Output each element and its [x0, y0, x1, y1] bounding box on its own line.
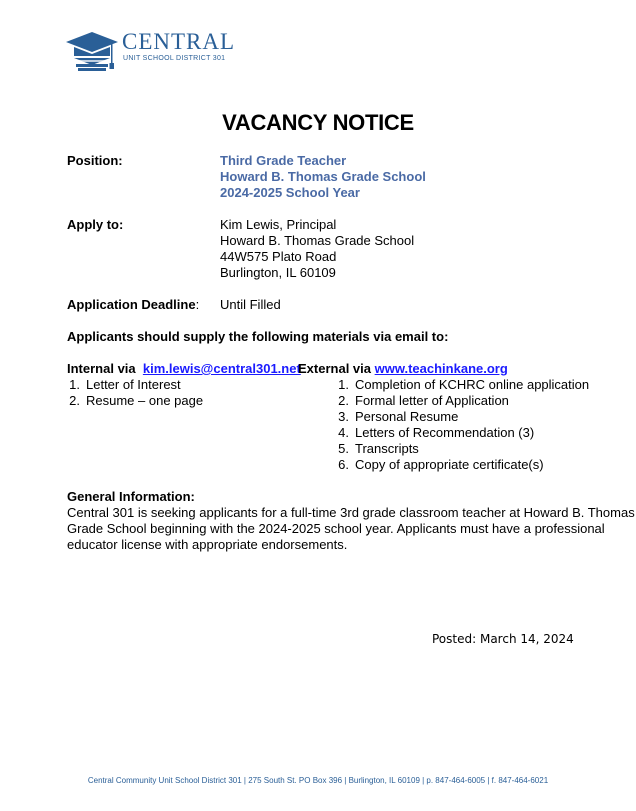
district-logo	[64, 28, 234, 76]
apply-to-line-1: Kim Lewis, Principal	[220, 217, 337, 232]
posted-date: Posted: March 14, 2024	[432, 632, 574, 646]
position-line-1: Third Grade Teacher	[220, 153, 347, 168]
external-item	[331, 425, 534, 441]
external-item-text: Transcripts	[355, 441, 419, 456]
deadline-colon: :	[195, 297, 200, 312]
general-heading: General Information:	[67, 489, 195, 504]
general-line: Central 301 is seeking applicants for a full-time 3rd grade classroom teacher at Howard B. Thomas	[67, 505, 635, 520]
external-item	[331, 441, 419, 457]
internal-item	[62, 393, 203, 409]
external-item-num: 3.	[338, 409, 349, 424]
external-item-num: 1.	[338, 377, 349, 392]
internal-item-num: 2.	[69, 393, 80, 408]
internal-row	[67, 361, 301, 377]
external-item	[331, 457, 544, 473]
external-item	[331, 393, 509, 409]
footer-address: Central Community Unit School District 301 | 275 South St. PO Box 396 | Burlington, IL 60109 | p. 847-464-6005 | f. 847-464-6021	[87, 776, 549, 785]
internal-item-num: 1.	[69, 377, 80, 392]
deadline-label-row	[67, 297, 199, 313]
apply-to-line-4: Burlington, IL 60109	[220, 265, 336, 280]
deadline-label: Application Deadline	[67, 297, 196, 312]
internal-item-text: Letter of Interest	[86, 377, 181, 392]
logo-name: CENTRAL	[122, 29, 236, 54]
external-item-text: Letters of Recommendation (3)	[355, 425, 535, 440]
external-item-num: 6.	[338, 457, 349, 472]
graduation-cap-icon	[64, 28, 120, 74]
position-line-2: Howard B. Thomas Grade School	[220, 169, 426, 184]
deadline-value: Until Filled	[220, 297, 281, 312]
internal-item	[62, 377, 181, 393]
internal-email-link[interactable]: kim.lewis@central301.net	[142, 361, 301, 376]
external-item-text: Copy of appropriate certificate(s)	[355, 457, 544, 472]
external-item-num: 4.	[338, 425, 349, 440]
position-line-3: 2024-2025 School Year	[220, 185, 360, 200]
page-title: VACANCY NOTICE	[222, 110, 414, 135]
external-url-link[interactable]: www.teachinkane.org	[374, 361, 508, 376]
apply-to-label: Apply to:	[67, 217, 124, 232]
internal-item-text: Resume – one page	[86, 393, 204, 408]
external-item-text: Completion of KCHRC online application	[355, 377, 590, 392]
materials-heading: Applicants should supply the following materials via email to:	[67, 329, 449, 344]
general-line: Grade School beginning with the 2024-2025 school year. Applicants must have a professional	[67, 521, 605, 536]
external-item-text: Formal letter of Application	[355, 393, 509, 408]
external-item-num: 5.	[338, 441, 349, 456]
external-item	[331, 377, 589, 393]
external-label: External via	[298, 361, 371, 376]
general-line: educator license with appropriate endorsements.	[67, 537, 348, 552]
external-item	[331, 409, 458, 425]
apply-to-line-2: Howard B. Thomas Grade School	[220, 233, 415, 248]
internal-label: Internal via	[67, 361, 136, 376]
logo-subtitle: UNIT SCHOOL DISTRICT 301	[123, 55, 226, 62]
external-item-num: 2.	[338, 393, 349, 408]
apply-to-line-3: 44W575 Plato Road	[220, 249, 337, 264]
external-row	[298, 361, 508, 377]
external-item-text: Personal Resume	[355, 409, 459, 424]
position-label: Position:	[67, 153, 123, 168]
